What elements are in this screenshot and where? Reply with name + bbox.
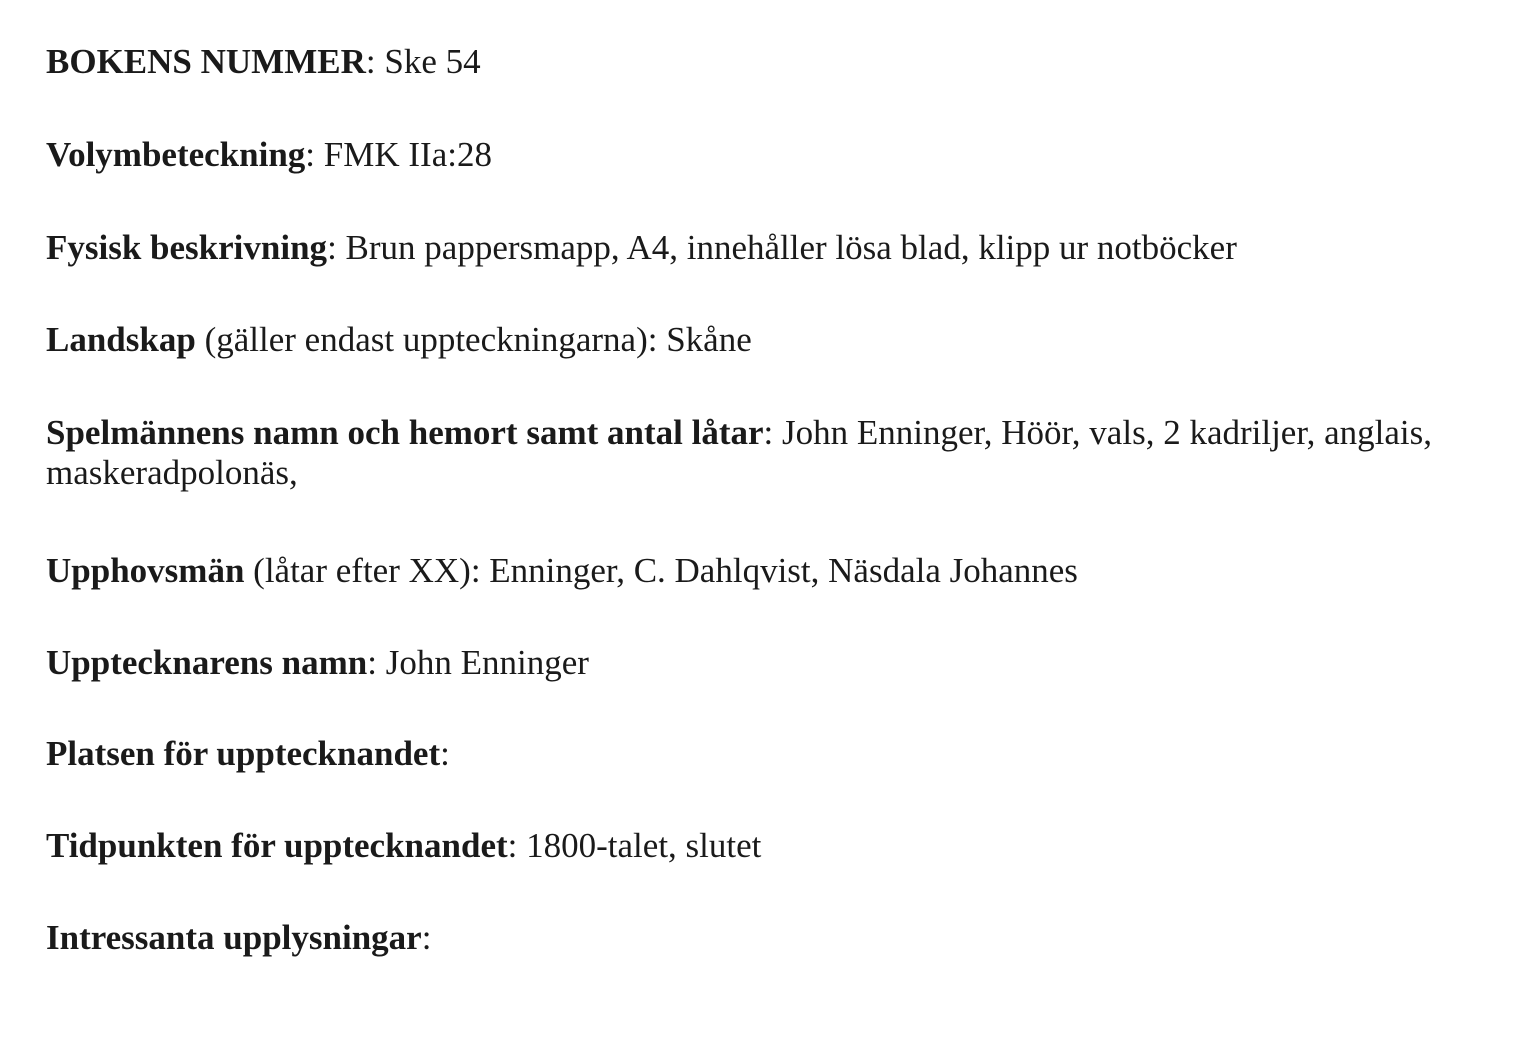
field-book-number [46, 42, 1506, 82]
field-separator: : [507, 826, 518, 865]
field-separator: : [421, 918, 432, 957]
field-label: Spelmännens namn och hemort samt antal låtar [46, 413, 764, 452]
field-label: BOKENS NUMMER [46, 42, 366, 81]
field-label: Platsen för upptecknandet [46, 734, 441, 773]
field-value: Enninger, C. Dahlqvist, Näsdala Johannes [480, 551, 1078, 590]
field-province [46, 320, 1506, 360]
field-musicians [46, 413, 1506, 493]
field-separator: : [647, 320, 658, 359]
field-separator: : [365, 42, 376, 81]
field-qualifier: (låtar efter XX) [244, 551, 471, 590]
field-value: John Enninger [376, 643, 589, 682]
field-qualifier: (gäller endast uppteckningarna) [195, 320, 648, 359]
field-separator: : [440, 734, 450, 773]
field-originators [46, 551, 1506, 591]
field-separator: : [763, 413, 774, 452]
field-label: Upptecknarens namn [46, 643, 368, 682]
field-value: Skåne [657, 320, 752, 359]
field-label: Landskap [46, 320, 196, 359]
field-physical-description [46, 228, 1506, 268]
field-label: Intressanta upplysningar [46, 918, 422, 957]
field-value: John Enninger, Höör, vals, 2 kadriljer, anglais, maskeradpolonäs, [46, 413, 1432, 492]
field-separator: : [367, 643, 377, 682]
field-value: Brun pappersmapp, A4, innehåller lösa blad, klipp ur notböcker [336, 228, 1237, 267]
field-separator: : [305, 135, 316, 174]
field-interesting-info [46, 918, 1506, 958]
field-value: 1800-talet, slutet [517, 826, 762, 865]
field-separator: : [327, 228, 337, 267]
field-value: Ske 54 [375, 42, 481, 81]
field-separator: : [470, 551, 481, 590]
field-label: Fysisk beskrivning [46, 228, 328, 267]
field-label: Tidpunkten för upptecknandet [46, 826, 508, 865]
field-value: FMK IIa:28 [315, 135, 492, 174]
field-label: Upphovsmän [46, 551, 245, 590]
field-recorder-name [46, 643, 1506, 683]
field-recording-place [46, 734, 1506, 774]
field-volume-designation [46, 135, 1506, 175]
field-recording-time [46, 826, 1506, 866]
field-label: Volymbeteckning [46, 135, 306, 174]
